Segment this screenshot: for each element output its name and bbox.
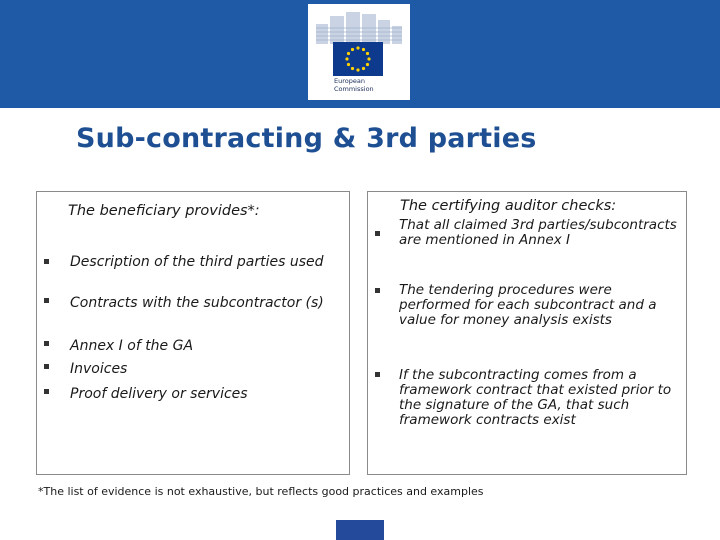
bullet-icon: [375, 372, 380, 377]
bullet-icon: [375, 288, 380, 293]
auditor-item-framework-contract: If the subcontracting comes from a framework contract that existed prior to the signature of the GA, that such framework contracts exist: [399, 367, 672, 428]
beneficiary-item-proof-delivery: Proof delivery or services: [70, 386, 248, 402]
bullet-icon: [44, 364, 49, 369]
auditor-item-tendering: The tendering procedures were performed for each subcontract and a value for money analysis exists: [399, 282, 657, 328]
beneficiary-item-third-parties: Description of the third parties used: [70, 254, 324, 270]
beneficiary-panel: [36, 191, 350, 475]
footnote: *The list of evidence is not exhaustive, but reflects good practices and examples: [38, 485, 484, 498]
bullet-icon: [375, 231, 380, 236]
logo-line-european: European: [334, 77, 365, 85]
eu-flag-icon: [333, 42, 383, 76]
berlaymont-building-icon: [314, 10, 404, 44]
bullet-icon: [44, 389, 49, 394]
bullet-icon: [44, 259, 49, 264]
bullet-icon: [44, 298, 49, 303]
auditor-heading: The certifying auditor checks:: [400, 198, 617, 214]
bullet-icon: [44, 341, 49, 346]
beneficiary-item-invoices: Invoices: [70, 361, 128, 377]
auditor-item-annex-check: That all claimed 3rd parties/subcontracts are mentioned in Annex I: [399, 217, 677, 248]
logo-text: [334, 77, 404, 93]
logo-line-commission: Commission: [334, 85, 374, 93]
slide-title: Sub-contracting & 3rd parties: [76, 123, 537, 154]
beneficiary-item-contracts: Contracts with the subcontractor (s): [70, 295, 324, 311]
header-banner: [0, 0, 720, 108]
auditor-panel: [367, 191, 687, 475]
beneficiary-item-annex: Annex I of the GA: [70, 338, 194, 354]
european-commission-logo: [308, 4, 410, 100]
beneficiary-heading: The beneficiary provides*:: [68, 203, 260, 219]
eu-flag-footer-icon: [336, 520, 384, 540]
